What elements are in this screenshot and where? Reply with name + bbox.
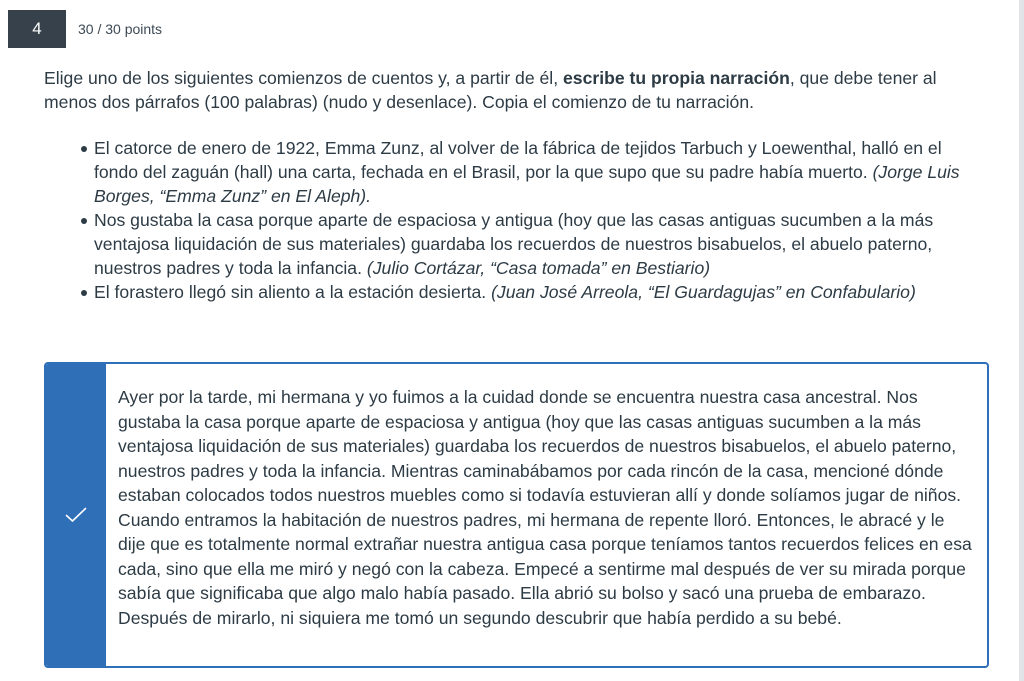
question-number-badge: 4 bbox=[8, 10, 66, 48]
list-item bbox=[94, 208, 974, 280]
question-prompt bbox=[44, 66, 974, 304]
question-points: 30 / 30 points bbox=[78, 21, 163, 37]
prompt-text bbox=[44, 66, 974, 114]
checkmark-icon bbox=[65, 507, 87, 523]
question-header bbox=[0, 10, 162, 48]
story-starts-list bbox=[44, 136, 974, 304]
list-item bbox=[94, 136, 974, 208]
story-start-citation: (Juan José Arreola, “El Guardagujas” en Confabulario) bbox=[491, 282, 916, 302]
answer-text: Ayer por la tarde, mi hermana y yo fuimos a la cuidad donde se encuentra nuestra casa ancestral. Nos gustaba la casa porque aparte de espaciosa y antigua (hoy que las casas antiguas sucumben a la más ventajosa liquidación de sus materiales) guardaba los recuerdos de nuestros bisabuelos, el abuelo paterno, nuestros padres y toda la infancia. Mientras caminabábamos por cada rincón de la casa, mencioné dónde estaban colocados todos nuestros muebles como si todavía estuvieran allí y donde solíamos jugar de niños. Cuando entramos la habitación de nuestros padres, mi hermana de repente lloró. Entonces, le abracé y le dije que es totalmente normal extrañar nuestra antigua casa porque teníamos tantos recuerdos felices en esa cada, sino que ella me miró y negó con la cabeza. Empecé a sentirme mal después de ver su mirada porque sabía que significaba que algo malo había pasado. Ella abrió su bolso y sacó una prueba de embarazo. Después de mirarlo, ni siquiera me tomó un segundo descubrir que había perdido a su bebé. bbox=[118, 387, 972, 628]
story-start-text: El forastero llegó sin aliento a la estación desierta. bbox=[94, 282, 492, 302]
list-item bbox=[94, 280, 974, 304]
answer-box bbox=[44, 362, 989, 668]
answer-correct-indicator bbox=[46, 364, 106, 666]
page-edge-divider bbox=[1019, 0, 1024, 681]
prompt-text-bold: escribe tu propia narración bbox=[563, 68, 790, 88]
prompt-text-after: , que debe tener al menos dos párrafos (100 palabras) (nudo y desenlace). Copia el comienzo de tu narración. bbox=[44, 68, 937, 112]
story-start-text: El catorce de enero de 1922, Emma Zunz, al volver de la fábrica de tejidos Tarbuch y Loewenthal, halló en el fondo del zaguán (hall) una carta, fechada en el Brasil, por la que supo que su padre había muerto. bbox=[94, 138, 942, 182]
story-start-citation: (Julio Cortázar, “Casa tomada” en Bestiario) bbox=[366, 258, 711, 278]
prompt-text-before: Elige uno de los siguientes comienzos de cuentos y, a partir de él, bbox=[44, 68, 563, 88]
story-start-text: Nos gustaba la casa porque aparte de espaciosa y antigua (hoy que las casas antiguas sucumben a la más ventajosa liquidación de sus materiales) guardaba los recuerdos de nuestros bisabuelos, el abuelo paterno, nuestros padres y toda la infancia. bbox=[94, 210, 934, 278]
story-start-citation: (Jorge Luis Borges, “Emma Zunz” en El Aleph). bbox=[94, 162, 960, 206]
